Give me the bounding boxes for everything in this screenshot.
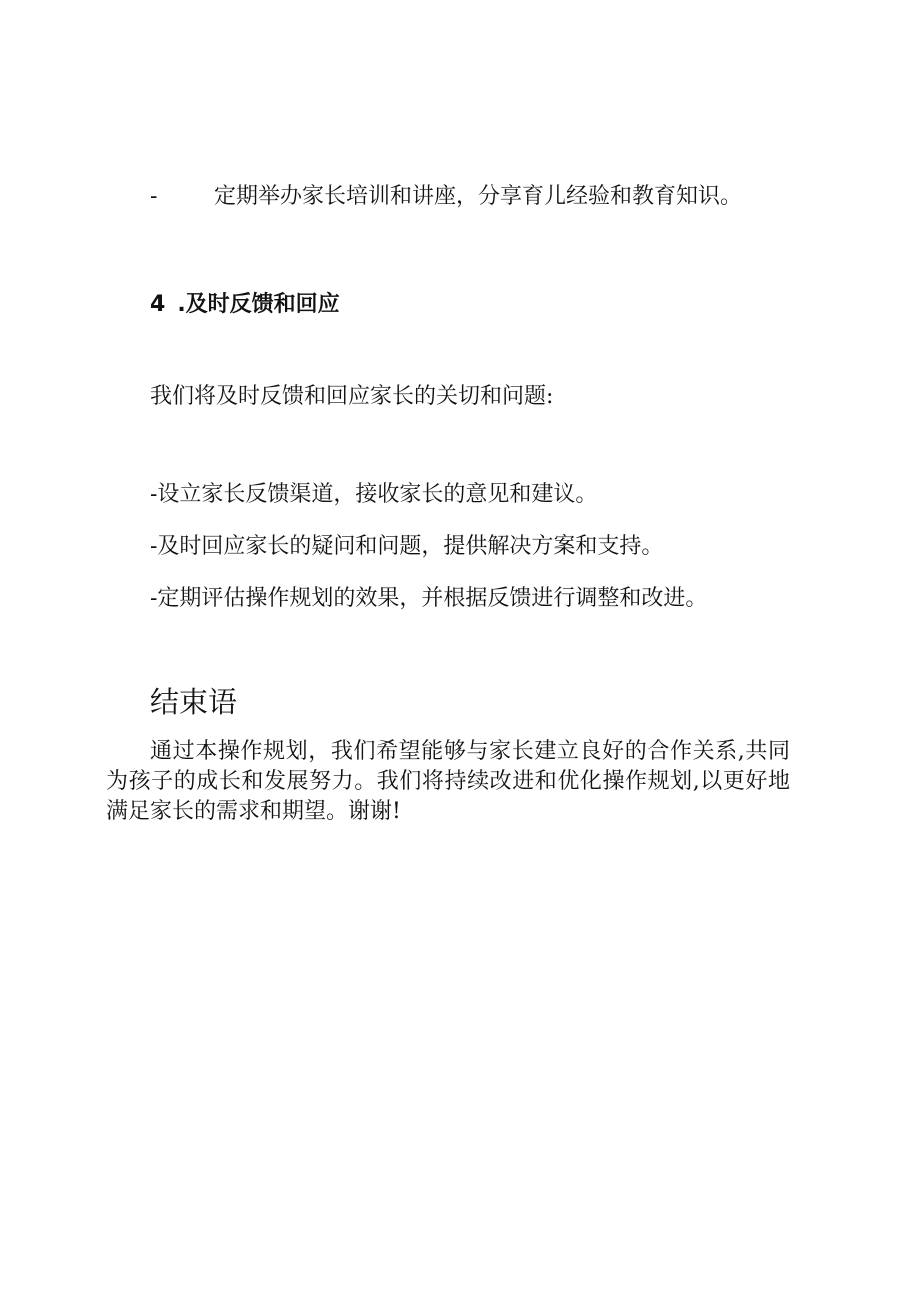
section-title: .及时反馈和回应: [177, 292, 340, 317]
section-heading: [150, 290, 340, 320]
list-dash: -: [150, 184, 158, 209]
conclusion-title: 结束语: [150, 685, 238, 719]
section-intro: 我们将及时反馈和回应家长的关切和问题:: [150, 384, 554, 409]
list-item-feedback-channel: -设立家长反馈渠道，接收家长的意见和建议。: [150, 482, 598, 507]
list-item-timely-response: -及时回应家长的疑问和问题，提供解决方案和支持。: [150, 534, 664, 559]
section-number: 4: [150, 292, 166, 317]
list-item-evaluation: -定期评估操作规划的效果，并根据反馈进行调整和改进。: [150, 586, 708, 611]
conclusion-paragraph: 通过本操作规划，我们希望能够与家长建立良好的合作关系,共同为孩子的成长和发展努力。我们将持续改进和优化操作规划,以更好地满足家长的需求和期望。谢谢!: [106, 739, 790, 824]
list-item-training: 定期举办家长培训和讲座，分享育儿经验和教育知识。: [214, 184, 743, 209]
